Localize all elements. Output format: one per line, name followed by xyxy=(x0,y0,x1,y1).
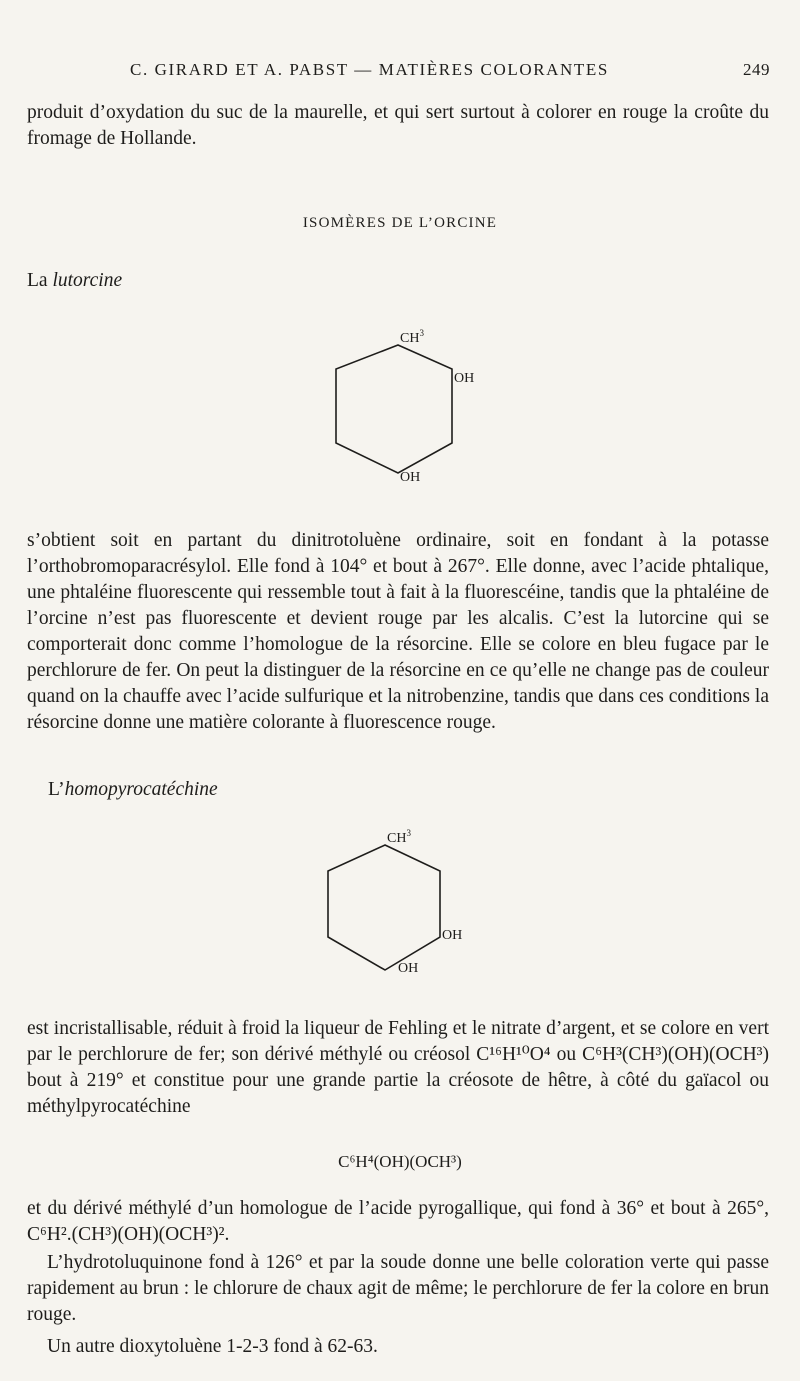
lutorcine-label-prefix: La xyxy=(27,270,53,291)
lutorcine-ch3-label: $CH^3$ xyxy=(400,328,424,346)
page-number: 249 xyxy=(743,60,770,79)
intro-paragraph: produit d’oxydation du suc de la maurelle, et qui sert surtout à colorer en rouge la croûte du fromage de Hollande. xyxy=(27,102,769,149)
lutorcine-label xyxy=(27,270,122,292)
lutorcine-paragraph: s’obtient soit en partant du dinitrotoluène ordinaire, soit en fondant à la potasse l’orthobromoparacrésylol. Elle fond à 104° et bout à 267°. Elle donne, avec l’acide phtalique, une phtaléine fluorescente qui ressemble tout à fait à la fluorescéine, tandis que la phtaléine de l’orcine n’est pas fluorescente et devient rouge par les alcalis. C’est la lutorcine qui se comporterait donc comme l’homologue de la résorcine. Elle se colore en bleu fugace par le perchlorure de fer. On peut la distinguer de la résorcine en ce qu’elle ne change pas de couleur quand on la chauffe avec l’acide sulfurique et la nitrobenzine, tandis que dans ces conditions la résorcine donne une matière colorante à fluorescence rouge. xyxy=(27,530,769,733)
homopyrocatechine-paragraph-part2: bout à 219° et constitue pour une grande partie la créosote de hêtre, à côté du gaïacol ou méthylpyrocatéchine xyxy=(27,1070,769,1117)
dioxytoluene-paragraph: Un autre dioxytoluène 1-2-3 fond à 62-63. xyxy=(47,1336,378,1357)
homopyrocatechine-oh-bottom-label: OH xyxy=(398,961,419,976)
homopyrocatechine-label xyxy=(48,779,218,801)
running-header xyxy=(130,60,770,86)
homopyrocatechine-benzene-ring xyxy=(328,845,440,970)
homopyrocatechine-label-prefix: L’ xyxy=(48,779,65,800)
lutorcine-structure xyxy=(320,325,490,495)
section-title: ISOMÈRES DE L’ORCINE xyxy=(302,215,498,231)
lutorcine-benzene-ring xyxy=(336,345,452,473)
lutorcine-oh-bottom-label: OH xyxy=(400,470,421,485)
lutorcine-label-name: lutorcine xyxy=(52,270,123,291)
homopyrocatechine-ch3-label: $CH^3$ xyxy=(387,828,411,846)
creosol-formula: C¹⁶H¹⁰O⁴ ou C⁶H³(CH³)(OH)(OCH³) xyxy=(476,1044,769,1065)
homopyrocatechine-structure xyxy=(315,825,485,985)
homopyrocatechine-paragraph xyxy=(27,1016,769,1120)
gaiacol-formula: C⁶H⁴(OH)(OCH³) xyxy=(338,1152,462,1171)
pyrogallic-derivative-paragraph: et du dérivé méthylé d’un homologue de l’acide pyrogallique, qui fond à 36° et bout à 265°, C⁶H².(CH³)(OH)(OCH³)². xyxy=(27,1198,769,1245)
homopyrocatechine-paragraph-part1: est incristallisable, réduit à froid la liqueur de Fehling et le nitrate d’argent, et se colore en vert par le perchlorure de fer; son dérivé méthylé ou créosol xyxy=(27,1018,769,1065)
hydrotoluquinone-paragraph: L’hydrotoluquinone fond à 126° et par la soude donne une belle coloration verte qui passe rapidement au brun : le chlorure de chaux agit de même; le perchlorure de fer la colore en brun rouge. xyxy=(27,1252,769,1325)
homopyrocatechine-label-name: homopyrocatéchine xyxy=(64,779,218,800)
lutorcine-oh-right-label: OH xyxy=(454,371,475,386)
homopyrocatechine-oh-right-label: OH xyxy=(442,928,463,943)
running-title: C. GIRARD ET A. PABST — MATIÈRES COLORANTES xyxy=(130,60,609,79)
